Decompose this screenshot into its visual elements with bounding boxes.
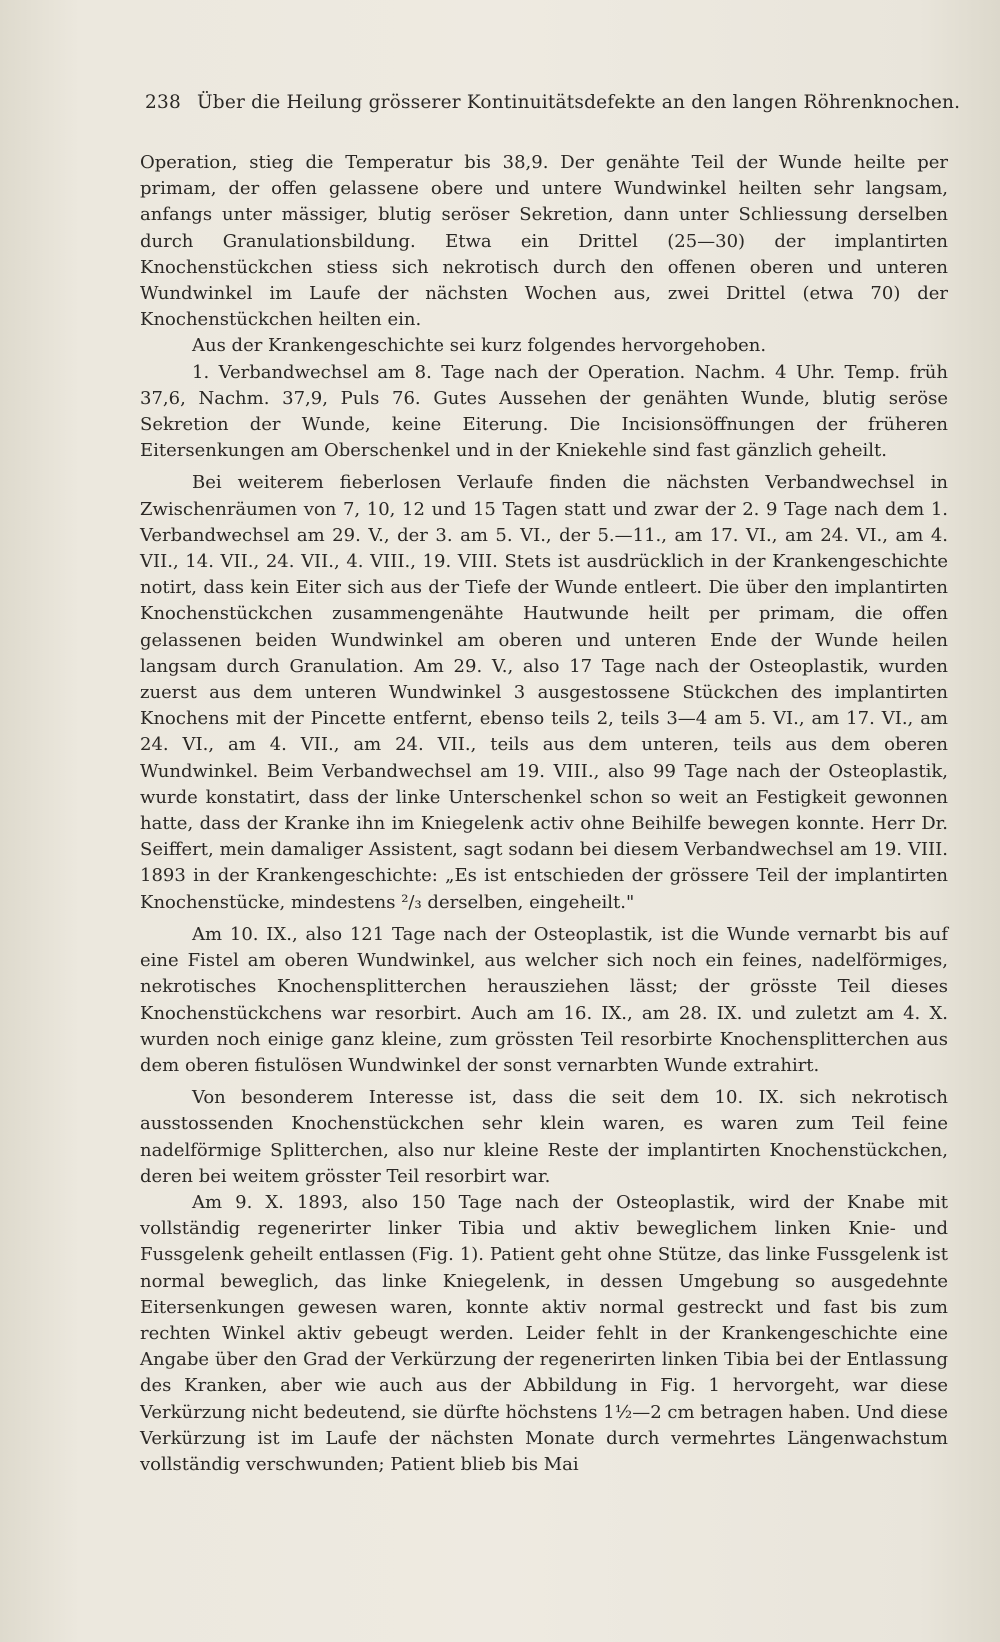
body-text — [140, 150, 948, 1478]
running-title: Über die Heilung grösserer Kontinuitätsdefekte an den langen Röhrenknochen. — [197, 92, 961, 113]
paragraph-2: Aus der Krankengeschichte sei kurz folgendes hervorgehoben. — [192, 335, 767, 357]
running-header — [145, 92, 961, 113]
page-number: 238 — [145, 92, 181, 113]
paragraph-7: Am 9. X. 1893, also 150 Tage nach der Osteoplastik, wird der Knabe mit vollständig regenerirter linker Tibia und aktiv beweglichem linken Knie- und Fussgelenk geheilt entlassen (Fig. 1). Patient geht ohne Stütze, das linke Fussgelenk ist normal beweglich, das linke Kniegelenk, in dessen Umgebung so ausgedehnte Eitersenkungen gewesen waren, konnte aktiv normal gestreckt und fast bis zum rechten Winkel aktiv gebeugt werden. Leider fehlt in der Krankengeschichte eine Angabe über den Grad der Verkürzung der regenerirten linken Tibia bei der Entlassung des Kranken, aber wie auch aus der Abbildung in Fig. 1 hervorgeht, war diese Verkürzung nicht bedeutend, sie dürfte höchstens 1½—2 cm betragen haben. Und diese Verkürzung ist im Laufe der nächsten Monate durch vermehrtes Längenwachstum vollständig verschwunden; Patient blieb bis Mai — [140, 1191, 948, 1475]
paragraph-6: Von besonderem Interesse ist, dass die seit dem 10. IX. sich nekrotisch ausstossenden Knochenstückchen sehr klein waren, es waren zum Teil feine nadelförmige Splitterchen, also nur kleine Reste der implantirten Knochenstückchen, deren bei weitem grösster Teil resorbirt war. — [140, 1087, 948, 1187]
paragraph-1: Operation, stieg die Temperatur bis 38,9. Der genähte Teil der Wunde heilte per primam, der offen gelassene obere und untere Wundwinkel heilten sehr langsam, anfangs unter mässiger, blutig seröser Sekretion, dann unter Schliessung derselben durch Granulationsbildung. Etwa ein Drittel (25—30) der implantirten Knochenstückchen stiess sich nekrotisch durch den offenen oberen und unteren Wundwinkel im Laufe der nächsten Wochen aus, zwei Drittel (etwa 70) der Knochenstückchen heilten ein. — [140, 152, 948, 331]
paragraph-5: Am 10. IX., also 121 Tage nach der Osteoplastik, ist die Wunde vernarbt bis auf eine Fistel am oberen Wundwinkel, aus welcher sich noch ein feines, nadelförmiges, nekrotisches Knochensplitterchen herausziehen lässt; der grösste Teil dieses Knochenstückchens war resorbirt. Auch am 16. IX., am 28. IX. und zuletzt am 4. X. wurden noch einige ganz kleine, zum grössten Teil resorbirte Knochensplitterchen aus dem oberen fistulösen Wundwinkel der sonst vernarbten Wunde extrahirt. — [140, 923, 948, 1076]
paragraph-3: 1. Verbandwechsel am 8. Tage nach der Operation. Nachm. 4 Uhr. Temp. früh 37,6, Nachm. 37,9, Puls 76. Gutes Aussehen der genähten Wunde, blutig seröse Sekretion der Wunde, keine Eiterung. Die Incisionsöffnungen der früheren Eitersenkungen am Oberschenkel und in der Kniekehle sind fast gänzlich geheilt. — [140, 361, 948, 462]
paragraph-4: Bei weiterem fieberlosen Verlaufe finden die nächsten Verbandwechsel in Zwischenräumen von 7, 10, 12 und 15 Tagen statt und zwar der 2. 9 Tage nach dem 1. Verbandwechsel am 29. V., der 3. am 5. VI., der 5.—11., am 17. VI., am 24. VI., am 4. VII., 14. VII., 24. VII., 4. VIII., 19. VIII. Stets ist ausdrücklich in der Krankengeschichte notirt, dass kein Eiter sich aus der Tiefe der Wunde entleert. Die über den implantirten Knochenstückchen zusammengenähte Hautwunde heilt per primam, die offen gelassenen beiden Wundwinkel am oberen und unteren Ende der Wunde heilen langsam durch Granulation. Am 29. V., also 17 Tage nach der Osteoplastik, wurden zuerst aus dem unteren Wundwinkel 3 ausgestossene Stückchen des implantirten Knochens mit der Pincette entfernt, ebenso teils 2, teils 3—4 am 5. VI., am 17. VI., am 24. VI., am 4. VII., am 24. VII., teils aus dem unteren, teils aus dem oberen Wundwinkel. Beim Verbandwechsel am 19. VIII., also 99 Tage nach der Osteoplastik, wurde konstatirt, dass der linke Unterschenkel schon so weit an Festigkeit gewonnen hatte, dass der Kranke ihn im Kniegelenk activ ohne Beihilfe bewegen konnte. Herr Dr. Seiffert, mein damaliger Assistent, sagt sodann bei diesem Verbandwechsel am 19. VIII. 1893 in der Krankengeschichte: „Es ist entschieden der grössere Teil der implantirten Knochenstücke, mindestens ²/₃ derselben, eingeheilt." — [140, 472, 948, 913]
